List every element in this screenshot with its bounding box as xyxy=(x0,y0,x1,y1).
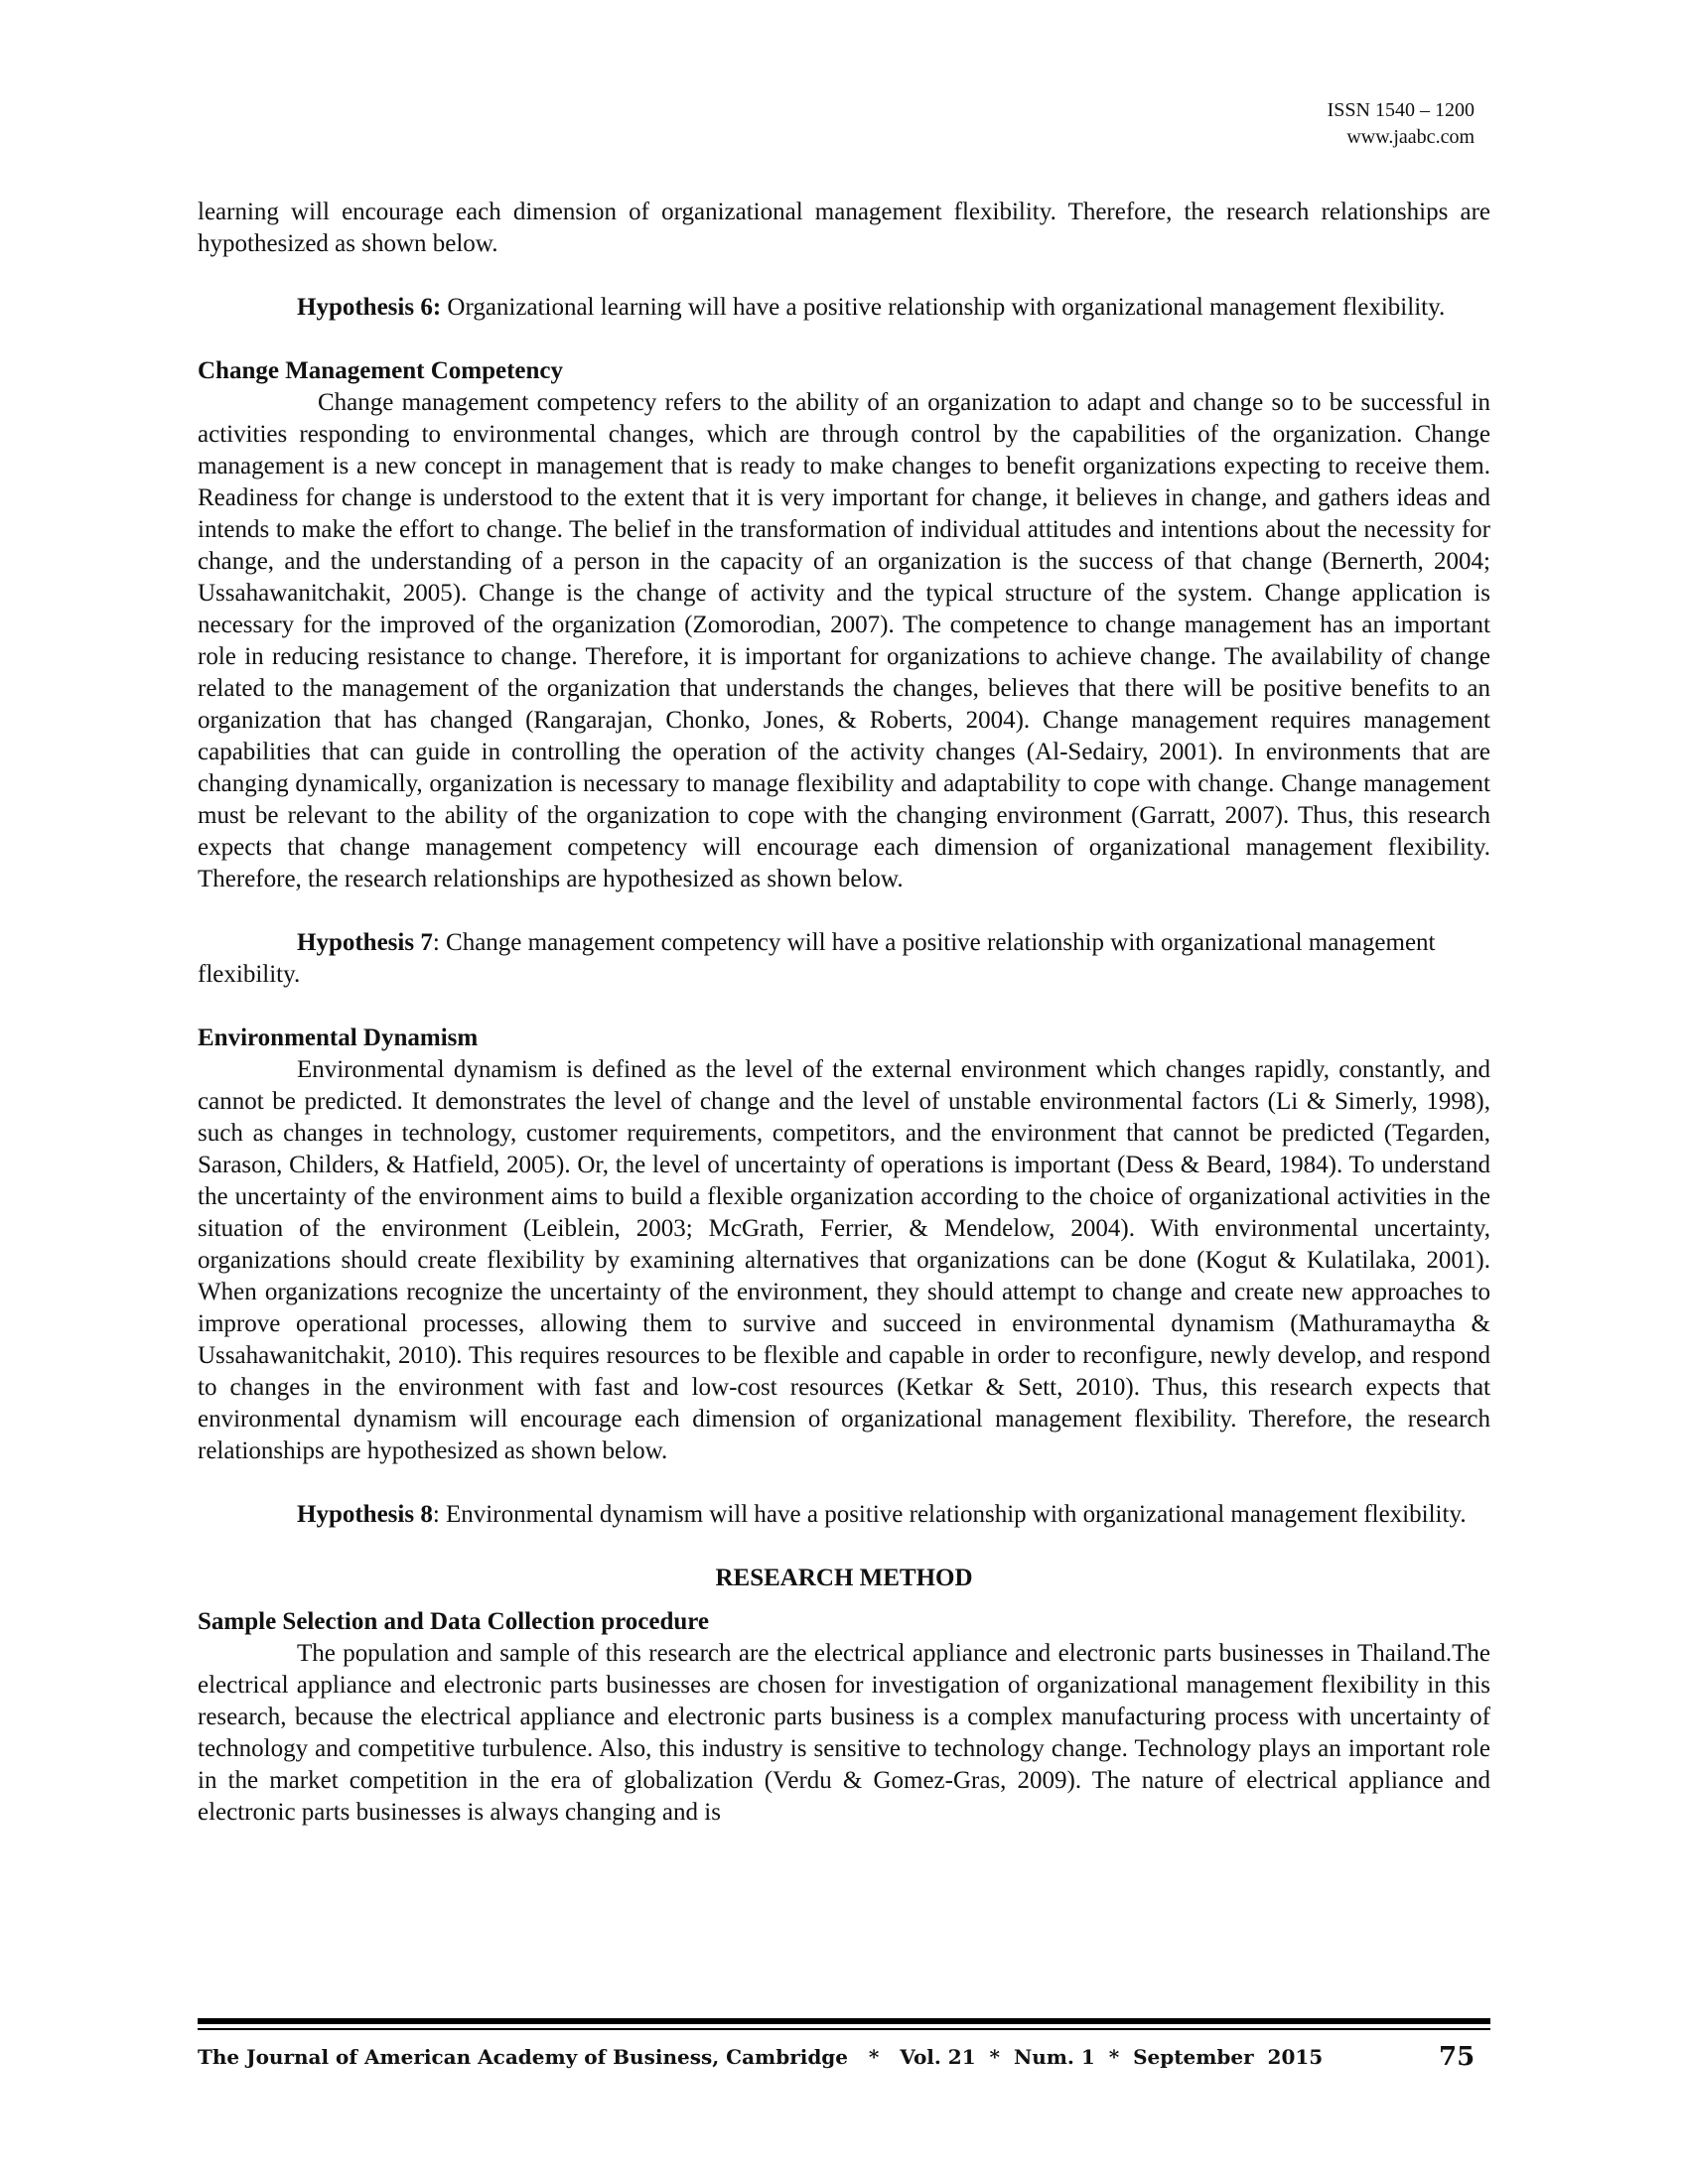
running-header xyxy=(1328,97,1475,151)
hypothesis-6-label: Hypothesis 6: xyxy=(297,294,442,321)
footer-journal-citation: The Journal of American Academy of Business, Cambridge * Vol. 21 * Num. 1 * September 2015 xyxy=(198,2045,1324,2069)
hypothesis-8 xyxy=(198,1499,1490,1531)
journal-website: www.jaabc.com xyxy=(1346,126,1475,148)
section-heading-change-management: Change Management Competency xyxy=(198,357,564,384)
issn-number: ISSN 1540 – 1200 xyxy=(1327,99,1475,121)
section-heading-research-method: RESEARCH METHOD xyxy=(715,1565,973,1591)
sample-selection-paragraph: The population and sample of this research are the electrical appliance and electronic parts businesses in Thailand.The electrical appliance and electronic parts businesses are chosen for investigation of organizational management flexibility in this research, because the electrical appliance and electronic parts business is a complex manufacturing process with uncertainty of technology and competitive turbulence. Also, this industry is sensitive to technology change. Technology plays an important role in the market competition in the era of globalization (Verdu & Gomez-Gras, 2009). The nature of electrical appliance and electronic parts businesses is always changing and is xyxy=(198,1640,1490,1826)
footer-rule-thick xyxy=(198,2018,1490,2024)
hypothesis-7-text: : Change management competency will have a positive relationship with organizational management flexibility. xyxy=(198,929,1436,988)
subsection-heading-sample-selection: Sample Selection and Data Collection procedure xyxy=(198,1608,710,1635)
environmental-dynamism-paragraph: Environmental dynamism is defined as the level of the external environment which changes rapidly, constantly, and cannot be predicted. It demonstrates the level of change and the level of unstable environmental factors (Li & Simerly, 1998), such as changes in technology, customer requirements, competitors, and the environment that cannot be predicted (Tegarden, Sarason, Childers, & Hatfield, 2005). Or, the level of uncertainty of operations is important (Dess & Beard, 1984). To understand the uncertainty of the environment aims to build a flexible organization according to the choice of organizational activities in the situation of the environment (Leiblein, 2003; McGrath, Ferrier, & Mendelow, 2004). With environmental uncertainty, organizations should create flexibility by examining alternatives that organizations can be done (Kogut & Kulatilaka, 2001). When organizations recognize the uncertainty of the environment, they should attempt to change and create new approaches to improve operational processes, allowing them to survive and succeed in environmental dynamism (Mathuramaytha & Ussahawanitchakit, 2010). This requires resources to be flexible and capable in order to reconfigure, newly develop, and respond to changes in the environment with fast and low-cost resources (Ketkar & Sett, 2010). Thus, this research expects that environmental dynamism will encourage each dimension of organizational management flexibility. Therefore, the research relationships are hypothesized as shown below. xyxy=(198,1056,1490,1464)
section-heading-environmental-dynamism: Environmental Dynamism xyxy=(198,1024,479,1051)
hypothesis-6 xyxy=(198,292,1490,324)
hypothesis-8-text: : Environmental dynamism will have a positive relationship with organizational management flexibility. xyxy=(432,1501,1467,1528)
page-number: 75 xyxy=(1439,2042,1476,2072)
change-management-paragraph: Change management competency refers to the ability of an organization to adapt and change so to be successful in activities responding to environmental changes, which are through control by the capabilities of the organization. Change management is a new concept in management that is ready to make changes to benefit organizations expecting to receive them. Readiness for change is understood to the extent that it is very important for change, it believes in change, and gathers ideas and intends to make the effort to change. The belief in the transformation of individual attitudes and intentions about the necessity for change, and the understanding of a person in the capacity of an organization is the success of that change (Bernerth, 2004; Ussahawanitchakit, 2005). Change is the change of activity and the typical structure of the system. Change application is necessary for the improved of the organization (Zomorodian, 2007). The competence to change management has an important role in reducing resistance to change. Therefore, it is important for organizations to achieve change. The availability of change related to the management of the organization that understands the changes, believes that there will be positive benefits to an organization that has changed (Rangarajan, Chonko, Jones, & Roberts, 2004). Change management requires management capabilities that can guide in controlling the operation of the activity changes (Al-Sedairy, 2001). In environments that are changing dynamically, organization is necessary to manage flexibility and adaptability to cope with change. Change management must be relevant to the ability of the organization to cope with the changing environment (Garratt, 2007). Thus, this research expects that change management competency will encourage each dimension of organizational management flexibility. Therefore, the research relationships are hypothesized as shown below. xyxy=(198,389,1490,892)
hypothesis-7 xyxy=(198,927,1490,991)
footer-rule-thin xyxy=(198,2028,1490,2030)
intro-paragraph: learning will encourage each dimension of organizational management flexibility. Therefore, the research relationships are hypothesized as shown below. xyxy=(198,199,1490,257)
hypothesis-7-label: Hypothesis 7 xyxy=(297,929,433,956)
hypothesis-8-label: Hypothesis 8 xyxy=(297,1501,433,1528)
article-body xyxy=(198,197,1490,1829)
hypothesis-6-text: Organizational learning will have a positive relationship with organizational management flexibility. xyxy=(441,294,1446,321)
